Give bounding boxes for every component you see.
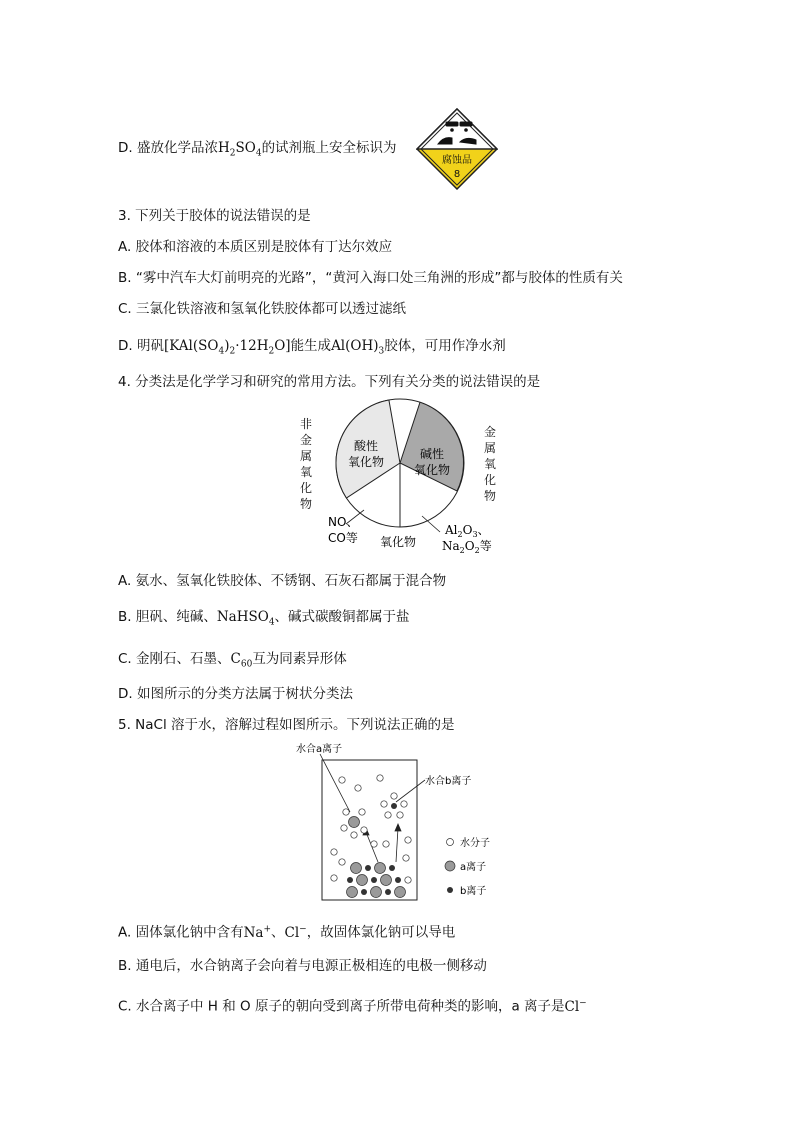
- q4-option-b: B. 胆矾、纯碱、NaHSO$_4$、碱式碳酸铜都属于盐: [118, 609, 410, 628]
- q5-option-c: C. 水合离子中 H 和 O 原子的朝向受到离子所带电荷种类的影响，a 离子是Cl−: [118, 998, 587, 1015]
- acidic-label-2: 氧化物: [347, 455, 385, 469]
- alum-formula: $[KAl(SO_4)_2\cdot 12H_2O]$: [163, 338, 291, 357]
- svg-text:化: 化: [300, 481, 313, 495]
- q3-option-a: A. 胶体和溶液的本质区别是胶体有丁达尔效应: [118, 239, 393, 255]
- svg-text:金: 金: [300, 433, 313, 447]
- q3-option-d: D. 明矾$[KAl(SO_4)_2\cdot 12H_2O]$能生成$Al(OH)_3$胶体，可用作净水剂: [118, 338, 506, 357]
- no-co-label-2: CO等: [328, 531, 358, 545]
- basic-label-2: 氧化物: [413, 463, 451, 477]
- cl-ion-c: Cl−: [564, 998, 587, 1015]
- q4-option-c: C. 金刚石、石墨、$C_{60}$互为同素异形体: [118, 651, 347, 670]
- q3-option-c: C. 三氯化铁溶液和氢氧化铁胶体都可以透过滤纸: [118, 301, 407, 317]
- nacl-dissolution-diagram: [290, 740, 520, 909]
- svg-text:氧: 氧: [300, 465, 313, 479]
- metal-oxide-label: [484, 424, 496, 503]
- na-ion: Na+: [243, 924, 272, 941]
- hazard-label: 腐蚀品: [442, 155, 472, 166]
- nonmetal-oxide-label: [300, 416, 312, 511]
- q5-option-b: B. 通电后，水合钠离子会向着与电源正极相连的电极一侧移动: [118, 958, 487, 974]
- q3-stem: 3. 下列关于胶体的说法错误的是: [118, 208, 311, 224]
- hazard-class: 8: [453, 169, 461, 180]
- c60-formula: $C_{60}$: [230, 651, 253, 670]
- legend: [445, 836, 490, 897]
- legend-water-label: 水分子: [460, 838, 490, 849]
- svg-text:非: 非: [300, 417, 313, 431]
- q2-option-d-text: D. 盛放化学品浓: [118, 140, 218, 156]
- q2-option-d: [118, 139, 397, 163]
- svg-text:属: 属: [484, 441, 497, 455]
- legend-b-label: b离子: [460, 886, 487, 897]
- q2-option-d-tail: 的试剂瓶上安全标识为: [261, 140, 397, 156]
- oxide-classification-diagram: [290, 398, 510, 562]
- legend-water-icon: [447, 839, 454, 846]
- svg-text:物: 物: [300, 497, 313, 511]
- oxide-label: 氧化物: [379, 535, 417, 549]
- q4-stem: 4. 分类法是化学学习和研究的常用方法。下列有关分类的说法错误的是: [118, 374, 541, 390]
- nahso4-formula: NaHSO$_4$: [216, 609, 275, 628]
- hydrated-b-label: 水合b离子: [425, 776, 472, 787]
- svg-text:金: 金: [484, 425, 497, 439]
- h2so4-formula: $H_2SO_4$: [217, 140, 262, 159]
- legend-b-icon: [447, 887, 453, 893]
- q5-option-a: A. 固体氯化钠中含有Na+、Cl−，故固体氯化钠可以导电: [118, 924, 456, 941]
- svg-text:属: 属: [300, 449, 313, 463]
- basic-label-1: 碱性: [419, 447, 445, 461]
- acidic-label-1: 酸性: [353, 439, 379, 453]
- svg-text:化: 化: [484, 473, 497, 487]
- svg-text:物: 物: [484, 489, 497, 503]
- corrosive-hazard-sign: [416, 108, 498, 194]
- al2o3-label: $Al_2O_3$、: [445, 523, 490, 539]
- q5-stem: 5. NaCl 溶于水，溶解过程如图所示。下列说法正确的是: [118, 717, 455, 733]
- q4-option-d: D. 如图所示的分类方法属于树状分类法: [118, 686, 353, 702]
- cl-ion: Cl−: [284, 924, 307, 941]
- svg-text:氧: 氧: [484, 457, 497, 471]
- q3-option-b: B. “雾中汽车大灯前明亮的光路”，“黄河入海口处三角洲的形成”都与胶体的性质有关: [118, 270, 623, 286]
- legend-a-label: a离子: [460, 862, 487, 873]
- hydrated-a-label: 水合a离子: [296, 744, 343, 755]
- aloh3-formula: $Al(OH)_3$: [331, 338, 385, 357]
- na2o2-label: $Na_2O_2$等: [442, 539, 492, 555]
- legend-a-icon: [445, 861, 455, 871]
- no-co-label-1: NO、: [328, 515, 359, 529]
- q4-option-a: A. 氨水、氢氧化铁胶体、不锈钢、石灰石都属于混合物: [118, 573, 447, 589]
